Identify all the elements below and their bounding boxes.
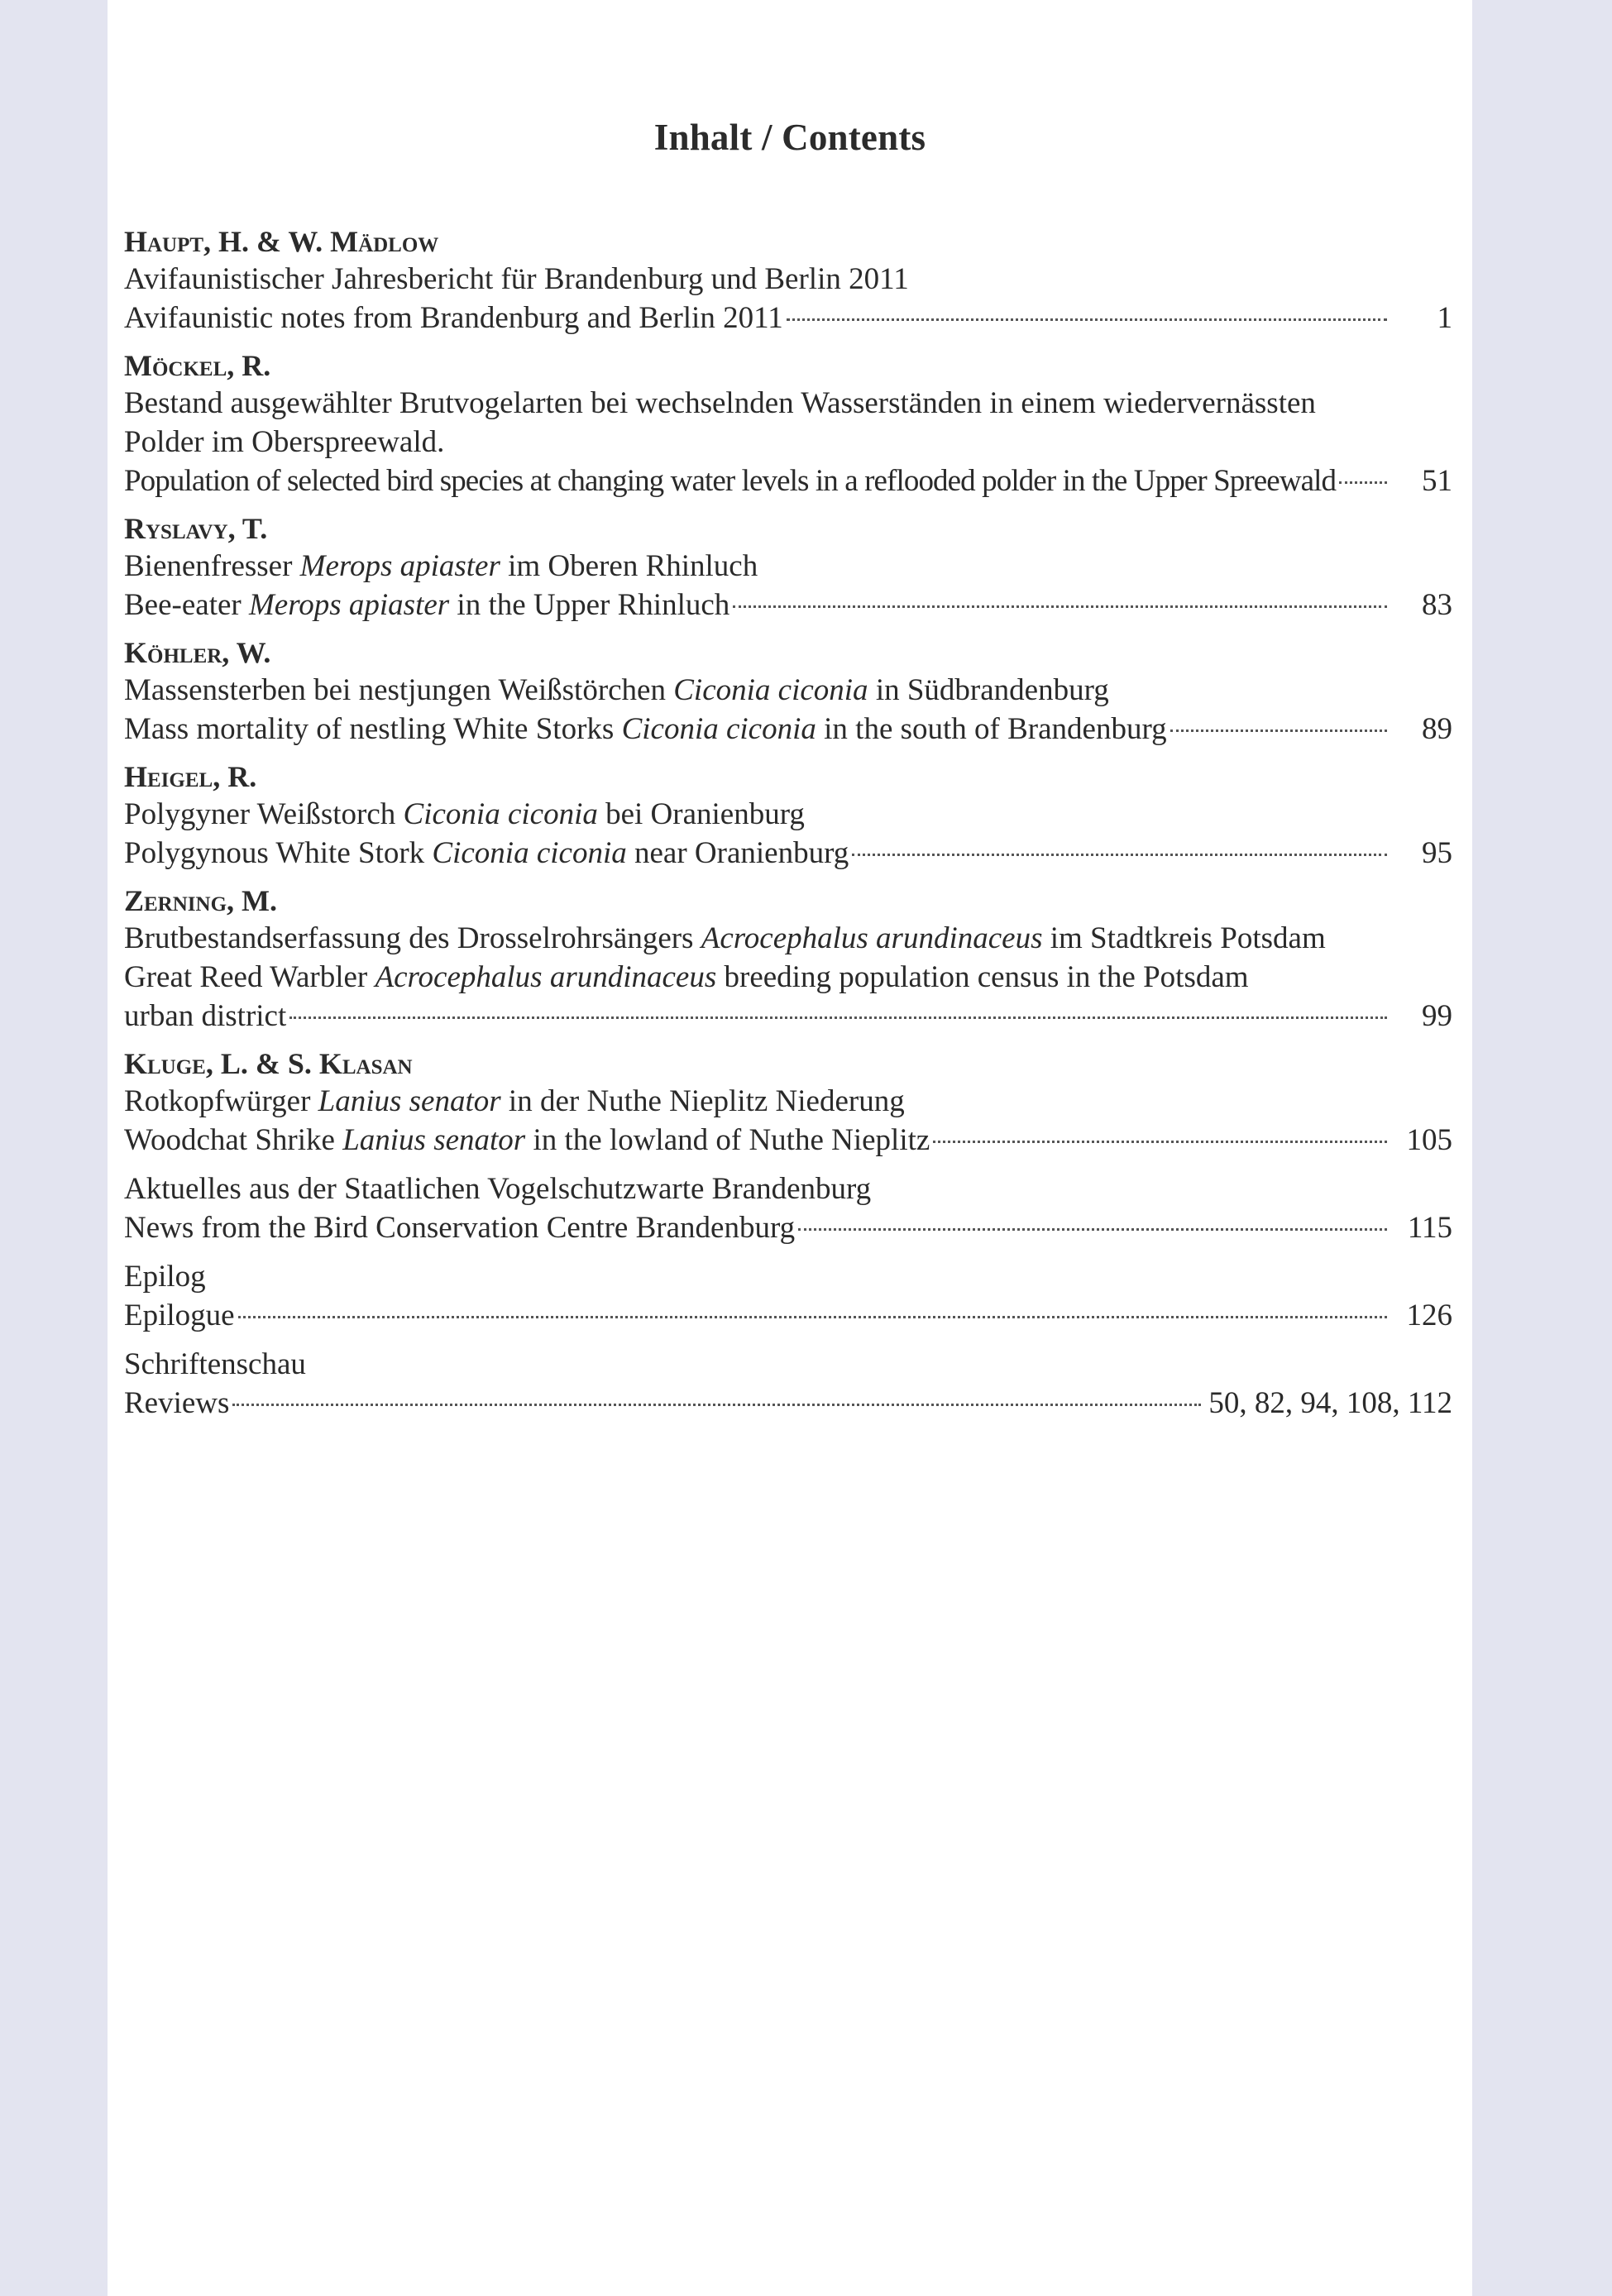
species-name: Ciconia ciconia bbox=[403, 797, 598, 831]
entry-title-de bbox=[124, 919, 1452, 958]
entry-author: Zerning, M. bbox=[124, 884, 278, 917]
dot-leader bbox=[798, 1228, 1387, 1231]
entry-title-de bbox=[124, 795, 1452, 834]
title-text: Mass mortality of nestling White Storks bbox=[124, 712, 622, 746]
title-text: Woodchat Shrike bbox=[124, 1123, 343, 1157]
dot-leader bbox=[787, 318, 1387, 321]
entry-title-de-cont: Polder im Oberspreewald. bbox=[124, 425, 445, 459]
document-page bbox=[108, 0, 1472, 2296]
title-text: Bienenfresser bbox=[124, 549, 300, 583]
toc-entry bbox=[124, 347, 1452, 500]
species-name: Ciconia ciconia bbox=[621, 712, 816, 746]
entry-title-en bbox=[124, 586, 729, 624]
entry-author: Heigel, R. bbox=[124, 760, 257, 793]
title-text: im Stadtkreis Potsdam bbox=[1042, 921, 1326, 955]
toc-entry bbox=[124, 883, 1452, 1036]
title-text: im Oberen Rhinluch bbox=[500, 549, 758, 583]
species-name: Merops apiaster bbox=[248, 588, 450, 622]
page-number[interactable]: 105 bbox=[1406, 1123, 1452, 1157]
dot-leader bbox=[1170, 729, 1387, 732]
toc-entry bbox=[124, 634, 1452, 749]
entry-author: Ryslavy, T. bbox=[124, 512, 268, 545]
entry-title-en-row[interactable] bbox=[124, 462, 1452, 500]
entry-title-en-row[interactable] bbox=[124, 1384, 1452, 1423]
entry-title-en-row[interactable] bbox=[124, 997, 1452, 1036]
entry-title-en-row[interactable] bbox=[124, 586, 1452, 624]
entry-title-de: Epilog bbox=[124, 1260, 206, 1294]
entry-title-de: Avifaunistischer Jahresbericht für Brandenburg und Berlin 2011 bbox=[124, 262, 909, 296]
toc-entry bbox=[124, 758, 1452, 873]
page-number[interactable]: 99 bbox=[1422, 999, 1452, 1033]
entry-author: Möckel, R. bbox=[124, 349, 271, 382]
entry-title-en bbox=[124, 834, 849, 873]
page-number[interactable]: 126 bbox=[1406, 1299, 1452, 1332]
page-number[interactable]: 83 bbox=[1422, 588, 1452, 622]
species-name: Ciconia ciconia bbox=[673, 673, 868, 707]
dot-leader bbox=[933, 1141, 1387, 1143]
dot-leader bbox=[1339, 481, 1387, 484]
entry-title-en: Epilogue bbox=[124, 1299, 235, 1332]
entry-title-en-row[interactable] bbox=[124, 1208, 1452, 1247]
title-text: in the lowland of Nuthe Nieplitz bbox=[525, 1123, 930, 1157]
toc-entry bbox=[124, 1257, 1452, 1335]
entry-title-en-row[interactable] bbox=[124, 710, 1452, 749]
title-text: Massensterben bei nestjungen Weißstörchen bbox=[124, 673, 674, 707]
title-text: Great Reed Warbler bbox=[124, 960, 375, 994]
species-name: Ciconia ciconia bbox=[432, 836, 627, 870]
entry-title-en bbox=[124, 710, 1167, 749]
title-text: Polygynous White Stork bbox=[124, 836, 433, 870]
dot-leader bbox=[733, 605, 1387, 608]
entry-title-de: Aktuelles aus der Staatlichen Vogelschutzwarte Brandenburg bbox=[124, 1172, 872, 1206]
title-text: breeding population census in the Potsdam bbox=[716, 960, 1249, 994]
entry-author: Kluge, L. & S. Klasan bbox=[124, 1047, 413, 1080]
entry-title-de bbox=[124, 671, 1452, 710]
title-text: near Oranienburg bbox=[626, 836, 849, 870]
species-name: Lanius senator bbox=[342, 1123, 526, 1157]
entry-title-de: Bestand ausgewählter Brutvogelarten bei wechselnden Wasserständen in einem wiedervernässten bbox=[124, 386, 1316, 420]
species-name: Lanius senator bbox=[318, 1084, 501, 1118]
page-number[interactable]: 89 bbox=[1422, 712, 1452, 746]
entry-title-en-row[interactable] bbox=[124, 834, 1452, 873]
toc-entry bbox=[124, 1170, 1452, 1247]
toc-entry bbox=[124, 1345, 1452, 1423]
species-name: Acrocephalus arundinaceus bbox=[375, 960, 717, 994]
page-number[interactable]: 95 bbox=[1422, 836, 1452, 870]
toc-entry bbox=[124, 223, 1452, 337]
dot-leader bbox=[289, 1016, 1387, 1019]
entry-title-de bbox=[124, 1082, 1452, 1121]
title-text: in der Nuthe Nieplitz Niederung bbox=[500, 1084, 905, 1118]
species-name: Merops apiaster bbox=[299, 549, 500, 583]
page-number[interactable]: 1 bbox=[1437, 301, 1452, 335]
entry-title-en-cont: urban district bbox=[124, 999, 287, 1033]
entry-author: Köhler, W. bbox=[124, 636, 271, 669]
page-numbers[interactable]: 50, 82, 94, 108, 112 bbox=[1208, 1386, 1452, 1420]
title-text: in the Upper Rhinluch bbox=[449, 588, 730, 622]
page-number[interactable]: 115 bbox=[1407, 1211, 1452, 1245]
title-text: in Südbrandenburg bbox=[868, 673, 1109, 707]
dot-leader bbox=[852, 854, 1387, 856]
species-name: Acrocephalus arundinaceus bbox=[701, 921, 1043, 955]
dot-leader bbox=[232, 1404, 1201, 1406]
entry-title-en-row[interactable] bbox=[124, 299, 1452, 337]
entry-title-de bbox=[124, 547, 1452, 586]
page-title: Inhalt / Contents bbox=[653, 117, 926, 158]
entry-title-en bbox=[124, 1121, 930, 1160]
entry-title-en: News from the Bird Conservation Centre Brandenburg bbox=[124, 1211, 796, 1245]
title-text: bei Oranienburg bbox=[597, 797, 805, 831]
entry-title-en bbox=[124, 958, 1452, 997]
entry-title-en: Avifaunistic notes from Brandenburg and Berlin 2011 bbox=[124, 301, 783, 335]
entry-title-de: Schriftenschau bbox=[124, 1347, 306, 1381]
entry-author: Haupt, H. & W. Mädlow bbox=[124, 225, 439, 258]
title-text: in the south of Brandenburg bbox=[816, 712, 1167, 746]
table-of-contents bbox=[124, 223, 1452, 1433]
title-text: Brutbestandserfassung des Drosselrohrsängers bbox=[124, 921, 701, 955]
entry-title-en-row[interactable] bbox=[124, 1296, 1452, 1335]
entry-title-en: Population of selected bird species at changing water levels in a reflooded polder in the Upper Spreewald bbox=[124, 464, 1337, 498]
dot-leader bbox=[238, 1316, 1387, 1318]
entry-title-en: Reviews bbox=[124, 1386, 230, 1420]
page-number[interactable]: 51 bbox=[1422, 464, 1452, 498]
entry-title-en-row[interactable] bbox=[124, 1121, 1452, 1160]
toc-entry bbox=[124, 510, 1452, 624]
title-text: Polygyner Weißstorch bbox=[124, 797, 404, 831]
title-text: Bee-eater bbox=[124, 588, 249, 622]
toc-entry bbox=[124, 1045, 1452, 1160]
title-text: Rotkopfwürger bbox=[124, 1084, 318, 1118]
